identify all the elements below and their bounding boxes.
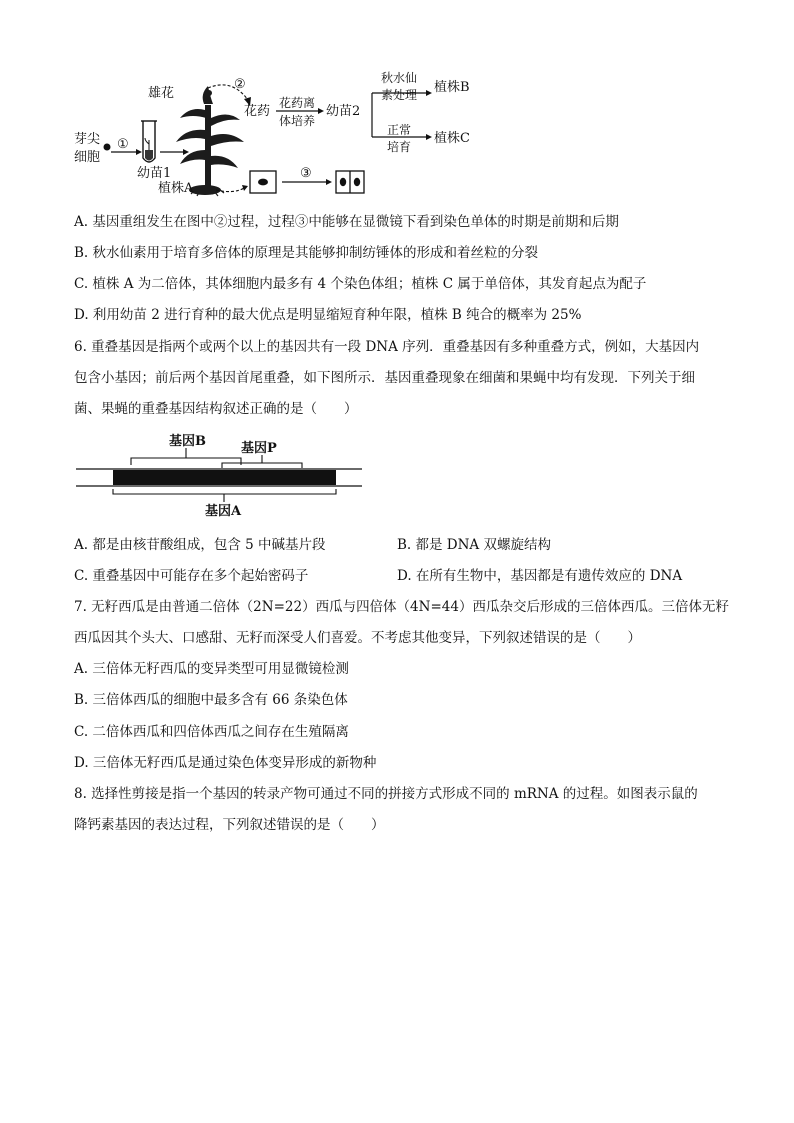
overlap-gene-graphics — [0, 0, 794, 530]
label-anther-culture-2: 体培养 — [279, 114, 316, 128]
label-bud-cells-2: 细胞 — [74, 150, 101, 165]
gene-p-bracket — [222, 463, 302, 468]
label-seedling1: 幼苗1 — [137, 166, 172, 181]
label-normal-culture-1: 正常 — [387, 123, 412, 137]
q6-option-b: B. 都是 DNA 双螺旋结构 — [397, 537, 551, 553]
label-colchicine-2: 素处理 — [381, 88, 418, 102]
q6-option-a: A. 都是由核苷酸组成，包含 5 中碱基片段 — [74, 537, 326, 553]
label-bud-cells-1: 芽尖 — [74, 132, 101, 147]
q7-option-a: A. 三倍体无籽西瓜的变异类型可用显微镜检测 — [74, 661, 349, 677]
q7-stem-line-2: 西瓜因其个头大、口感甜、无籽而深受人们喜爱。不考虑其他变异，下列叙述错误的是（ ） — [74, 630, 641, 646]
q7-stem-line-1: 7. 无籽西瓜是由普通二倍体（2N=22）西瓜与四倍体（4N=44）西瓜杂交后形成的三倍体西瓜。三倍体无籽 — [74, 599, 729, 615]
label-anther-culture-1: 花药离 — [279, 96, 316, 110]
q8-stem-line-2: 降钙素基因的表达过程，下列叙述错误的是（ ） — [74, 817, 385, 833]
q7-option-d: D. 三倍体无籽西瓜是通过染色体变异形成的新物种 — [74, 755, 377, 771]
label-normal-culture-2: 培育 — [387, 140, 412, 154]
q6-option-d: D. 在所有生物中，基因都是有遗传效应的 DNA — [397, 568, 683, 584]
q5-option-b: B. 秋水仙素用于培育多倍体的原理是其能够抑制纺锤体的形成和着丝粒的分裂 — [74, 245, 539, 261]
q7-option-b: B. 三倍体西瓜的细胞中最多含有 66 条染色体 — [74, 692, 348, 708]
label-male-flower: 雄花 — [148, 86, 175, 101]
gene-a-region — [113, 470, 336, 485]
label-colchicine-1: 秋水仙 — [381, 71, 418, 85]
label-plant-c: 植株C — [434, 131, 470, 146]
label-gene-a: 基因A — [205, 504, 242, 519]
q6-stem-line-2: 包含小基因；前后两个基因首尾重叠，如下图所示．基因重叠现象在细菌和果蝇中均有发现．下列关于细 — [74, 370, 695, 386]
q5-option-d: D. 利用幼苗 2 进行育种的最大优点是明显缩短育种年限，植株 B 纯合的概率为 25% — [74, 307, 582, 323]
q6-stem-line-1: 6. 重叠基因是指两个或两个以上的基因共有一段 DNA 序列．重叠基因有多种重叠方式，例如，大基因内 — [74, 339, 700, 355]
q7-option-c: C. 二倍体西瓜和四倍体西瓜之间存在生殖隔离 — [74, 724, 349, 740]
q5-option-c: C. 植株 A 为二倍体，其体细胞内最多有 4 个染色体组；植株 C 属于单倍体，其发育起点为配子 — [74, 276, 647, 292]
label-seedling2: 幼苗2 — [326, 104, 361, 119]
label-step2: ② — [234, 77, 246, 92]
label-plant-a: 植株A — [158, 181, 194, 196]
label-step3: ③ — [300, 166, 312, 181]
label-gene-p: 基因P — [241, 441, 277, 456]
q5-option-a: A. 基因重组发生在图中②过程，过程③中能够在显微镜下看到染色单体的时期是前期和后期 — [74, 214, 619, 230]
gene-a-bracket — [113, 489, 336, 494]
q6-stem-line-3: 菌、果蝇的重叠基因结构叙述正确的是（ ） — [74, 401, 358, 417]
label-anther: 花药 — [244, 104, 271, 119]
gene-b-bracket — [131, 458, 241, 465]
label-step1: ① — [117, 137, 129, 152]
label-gene-b: 基因B — [169, 434, 206, 449]
label-plant-b: 植株B — [434, 80, 470, 95]
q8-stem-line-1: 8. 选择性剪接是指一个基因的转录产物可通过不同的拼接方式形成不同的 mRNA 的过程。如图表示鼠的 — [74, 786, 698, 802]
q6-option-c: C. 重叠基因中可能存在多个起始密码子 — [74, 568, 309, 584]
